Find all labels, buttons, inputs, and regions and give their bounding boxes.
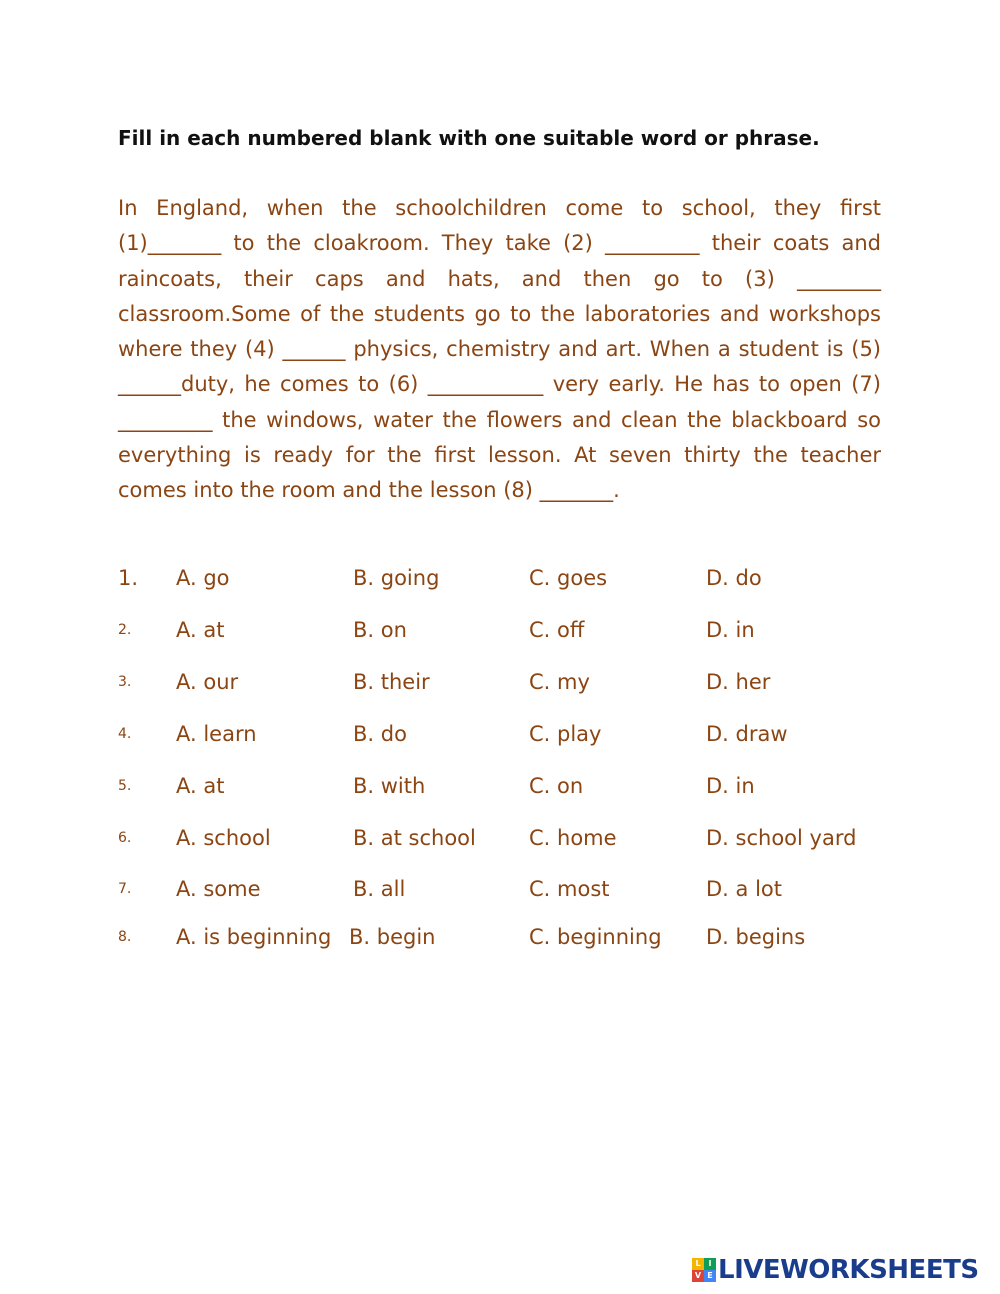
option-a[interactable]: A. is beginning xyxy=(176,925,332,949)
option-c[interactable]: C. off xyxy=(529,618,585,642)
option-d[interactable]: D. in xyxy=(706,618,755,642)
logo-mark-letter: I xyxy=(704,1258,716,1270)
option-c[interactable]: C. goes xyxy=(529,566,608,590)
logo-mark-letter: V xyxy=(692,1270,704,1282)
question-number: 5. xyxy=(118,778,132,794)
option-b[interactable]: B. on xyxy=(353,618,407,642)
question-number: 8. xyxy=(118,929,132,945)
option-a[interactable]: A. at xyxy=(176,618,225,642)
option-b[interactable]: B. going xyxy=(353,566,440,590)
question-row xyxy=(118,664,878,700)
option-a[interactable]: A. go xyxy=(176,566,230,590)
option-c[interactable]: C. beginning xyxy=(529,925,662,949)
question-row xyxy=(118,560,878,596)
option-d[interactable]: D. her xyxy=(706,670,771,694)
option-c[interactable]: C. play xyxy=(529,722,602,746)
option-c[interactable]: C. most xyxy=(529,877,610,901)
option-b[interactable]: B. begin xyxy=(349,925,436,949)
logo-text: LIVEWORKSHEETS xyxy=(718,1255,979,1285)
logo-mark-icon xyxy=(692,1258,716,1282)
question-row xyxy=(118,716,878,752)
instruction-heading: Fill in each numbered blank with one suitable word or phrase. xyxy=(118,126,820,150)
option-c[interactable]: C. on xyxy=(529,774,584,798)
option-d[interactable]: D. begins xyxy=(706,925,806,949)
option-a[interactable]: A. our xyxy=(176,670,239,694)
option-b[interactable]: B. with xyxy=(353,774,426,798)
option-d[interactable]: D. do xyxy=(706,566,762,590)
option-b[interactable]: B. at school xyxy=(353,826,476,850)
question-number: 4. xyxy=(118,726,132,742)
question-row xyxy=(118,919,878,955)
question-number: 6. xyxy=(118,830,132,846)
logo-mark-letter: L xyxy=(692,1258,704,1270)
question-row xyxy=(118,612,878,648)
question-number: 3. xyxy=(118,674,132,690)
option-b[interactable]: B. all xyxy=(353,877,406,901)
option-d[interactable]: D. school yard xyxy=(706,826,857,850)
logo-mark-letter: E xyxy=(704,1270,716,1282)
question-row xyxy=(118,768,878,804)
question-number: 7. xyxy=(118,881,132,897)
option-b[interactable]: B. their xyxy=(353,670,430,694)
option-c[interactable]: C. home xyxy=(529,826,617,850)
question-row xyxy=(118,820,878,856)
option-d[interactable]: D. a lot xyxy=(706,877,782,901)
option-a[interactable]: A. at xyxy=(176,774,225,798)
option-a[interactable]: A. learn xyxy=(176,722,257,746)
option-d[interactable]: D. draw xyxy=(706,722,788,746)
passage-text: In England, when the schoolchildren come to school, they first (1)_______ to the cloakroom. They take (2) _________ their coats and raincoats, their caps and hats, and then go to (3) ________ classroom.Some of the students go to the laboratories and workshops where they (4) ______ physics, chemistry and art. When a student is (5) ______duty, he comes to (6) ___________ very early. He has to open (7) _________ the windows, water the flowers and clean the blackboard so everything is ready for the first lesson. At seven thirty the teacher comes into the room and the lesson (8) _______. xyxy=(118,196,881,503)
question-number: 1. xyxy=(118,566,139,590)
option-c[interactable]: C. my xyxy=(529,670,590,694)
option-d[interactable]: D. in xyxy=(706,774,755,798)
option-b[interactable]: B. do xyxy=(353,722,407,746)
liveworksheets-logo xyxy=(692,1254,979,1286)
option-a[interactable]: A. some xyxy=(176,877,261,901)
question-number: 2. xyxy=(118,622,132,638)
question-row xyxy=(118,871,878,907)
option-a[interactable]: A. school xyxy=(176,826,271,850)
